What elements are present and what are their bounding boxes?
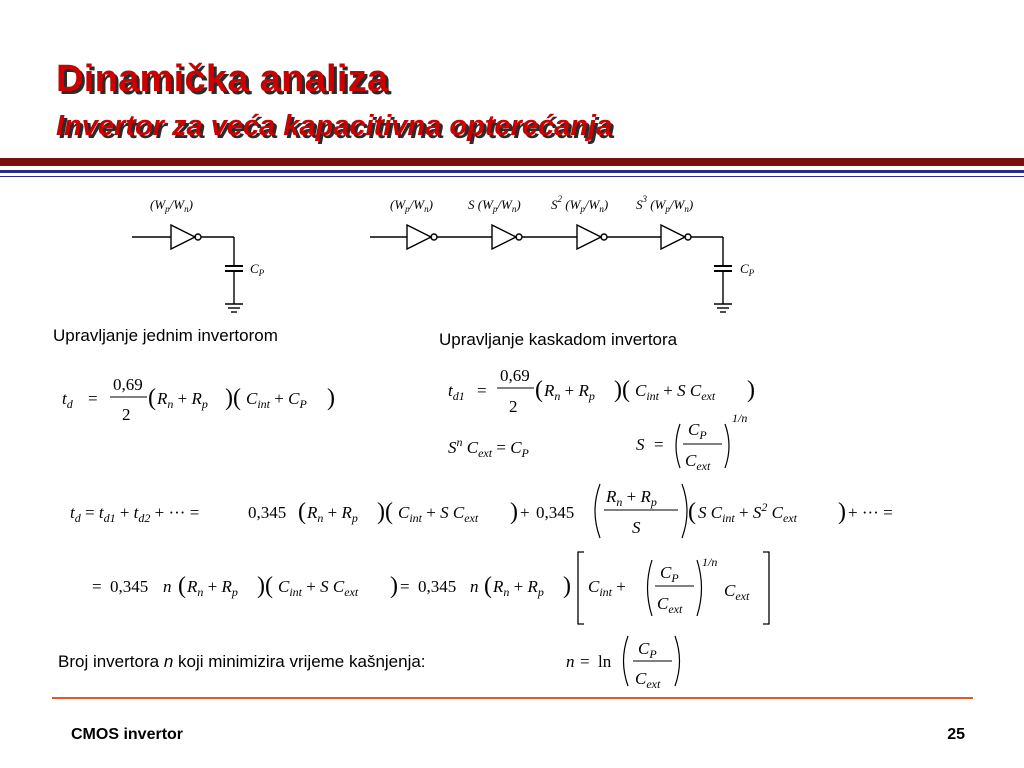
bottom-text-after: koji minimizira vrijeme kašnjenja: <box>173 652 426 671</box>
svg-text:(: ( <box>298 499 306 525</box>
svg-text:)(: )( <box>225 385 241 411</box>
svg-text:Rn + Rp: $R_n + R_p$ <box>544 381 595 403</box>
svg-text:Rn + Rp: $R_n + R_p$ <box>187 577 238 599</box>
equation-optimal-n <box>566 636 680 691</box>
svg-text:(: ( <box>178 573 186 599</box>
eq1-two: 2 <box>122 405 131 424</box>
svg-text:)(: )( <box>614 377 630 403</box>
svg-text:(: ( <box>148 385 156 411</box>
inverter-stage-3 <box>577 225 607 249</box>
svg-text:=: = <box>654 435 664 454</box>
svg-text:): ) <box>390 573 398 599</box>
svg-text:CP: $C_P$ <box>660 563 679 585</box>
eq4-exponent: 1/n <box>732 411 748 425</box>
svg-text:): ) <box>327 385 335 411</box>
svg-text:td = td1 + td2 + ··· =: $t_d = t_{d1} + t_{d2}$ + ··· = <box>70 503 200 525</box>
svg-text:)(: )( <box>377 499 393 525</box>
inverter-symbol <box>171 225 201 249</box>
svg-text:CP: $C_P$ <box>688 420 707 442</box>
inverter-stage-2 <box>492 225 522 249</box>
bottom-var-n: n <box>163 652 174 671</box>
eq6-k2b: 0,345 <box>418 577 457 596</box>
equation-final-form <box>92 552 769 624</box>
svg-text:S Cint + S2 Cext: S $C_{int} + S^2$ $C_{ext}$ <box>698 500 797 525</box>
equation-total-delay-expansion <box>70 484 893 538</box>
svg-text:): ) <box>747 377 755 403</box>
svg-text:Cext: $C_{ext}$ <box>635 669 661 691</box>
eq2-k1: 0,69 <box>500 366 530 385</box>
svg-text:ln: ln <box>598 652 612 671</box>
slide-subtitle: Invertor za veća kapacitivna opterećanja <box>56 110 613 142</box>
cascade-inverter-circuit <box>370 194 755 312</box>
svg-text:n: n <box>566 652 575 671</box>
stage-label-1: $(W_p/W_n)$ <box>390 197 433 214</box>
svg-text:Rn + Rp: $R_n + R_p$ <box>606 487 657 509</box>
svg-text:n: n <box>163 577 172 596</box>
svg-text:Cext: $C_{ext}$ <box>685 451 711 473</box>
svg-text:S: S <box>636 435 645 454</box>
svg-text:Cint + S Cext: $C_{int} + S$ $C_{ext}$ <box>635 381 716 403</box>
stage-label-2: S $(W_p/W_n)$ <box>468 197 521 214</box>
svg-text:): ) <box>563 573 571 599</box>
svg-text:Rn + Rp: $R_n + R_p$ <box>493 577 544 599</box>
svg-text:=: = <box>477 381 487 400</box>
cascade-cap-label: $C_P$ <box>740 261 755 278</box>
eq5-k2a: 0,345 <box>248 503 287 522</box>
svg-text:Cint +: $C_{int}$ + <box>588 577 626 599</box>
svg-text:+ ··· =: + ··· = <box>848 503 893 522</box>
svg-text:=: = <box>88 389 98 408</box>
svg-text:Cext: $C_{ext}$ <box>724 581 750 603</box>
svg-text:=: = <box>580 652 590 671</box>
equation-s-value <box>636 411 747 473</box>
load-capacitor-symbol <box>225 240 243 312</box>
svg-text:Rn + Rp: $R_n + R_p$ <box>307 503 358 525</box>
svg-text:=: = <box>92 577 102 596</box>
page-number: 25 <box>947 726 965 743</box>
inverter-stage-4 <box>661 225 691 249</box>
svg-text:Cint + S Cext: $C_{int} + S$ $C_{ext}$ <box>278 577 359 599</box>
svg-text:Rn + Rp: $R_n + R_p$ <box>157 389 208 411</box>
bottom-text-before: Broj invertora <box>58 652 164 671</box>
svg-text:(: ( <box>484 573 492 599</box>
caption-single-inverter: Upravljanje jednim invertorom <box>53 326 278 345</box>
bottom-statement <box>58 652 426 672</box>
eq1-k1: 0,69 <box>113 375 143 394</box>
slide-title: Dinamička analiza <box>56 58 389 100</box>
svg-text:CP: $C_P$ <box>638 639 657 661</box>
footer-title: CMOS invertor <box>71 726 184 743</box>
svg-text:td1: $t_{d1}$ <box>448 381 465 403</box>
svg-text:+: + <box>520 503 530 522</box>
svg-text:=: = <box>400 577 410 596</box>
eq5-k2b: 0,345 <box>536 503 575 522</box>
svg-text:n: n <box>470 577 479 596</box>
svg-text:)(: )( <box>257 573 273 599</box>
equation-single-delay <box>62 375 335 424</box>
svg-text:Cint + CP: $C_{int} + C_P$ <box>246 389 307 411</box>
single-size-label: $(W_p/W_n)$ <box>150 197 193 214</box>
svg-text:(: ( <box>535 377 543 403</box>
eq6-exponent: 1/n <box>702 555 718 569</box>
svg-text:Sn Cext = CP: $S^n$ $C_{ext} = C_P$ <box>448 435 529 460</box>
svg-text:S: S <box>632 518 641 537</box>
stage-label-4: $S^3$ $(W_p/W_n)$ <box>636 194 694 214</box>
caption-cascade-inverter: Upravljanje kaskadom invertora <box>439 330 678 349</box>
equation-sn-relation <box>448 435 530 460</box>
svg-text:td: $t_d$ <box>62 389 73 411</box>
svg-text:Cint + S Cext: $C_{int} + S$ $C_{ext}$ <box>398 503 479 525</box>
single-inverter-circuit <box>132 197 265 312</box>
svg-text:Cext: $C_{ext}$ <box>657 594 683 616</box>
eq6-k2a: 0,345 <box>110 577 149 596</box>
svg-text:(: ( <box>688 499 696 525</box>
stage-label-3: $S^2$ $(W_p/W_n)$ <box>551 194 609 214</box>
equation-cascade-delay <box>448 366 755 416</box>
single-cap-label: $C_P$ <box>250 261 265 278</box>
svg-text:): ) <box>510 499 518 525</box>
eq2-two: 2 <box>509 397 518 416</box>
cascade-load-capacitor <box>714 240 732 312</box>
inverter-stage-1 <box>407 225 437 249</box>
svg-text:): ) <box>838 499 846 525</box>
footer-divider <box>52 697 973 699</box>
